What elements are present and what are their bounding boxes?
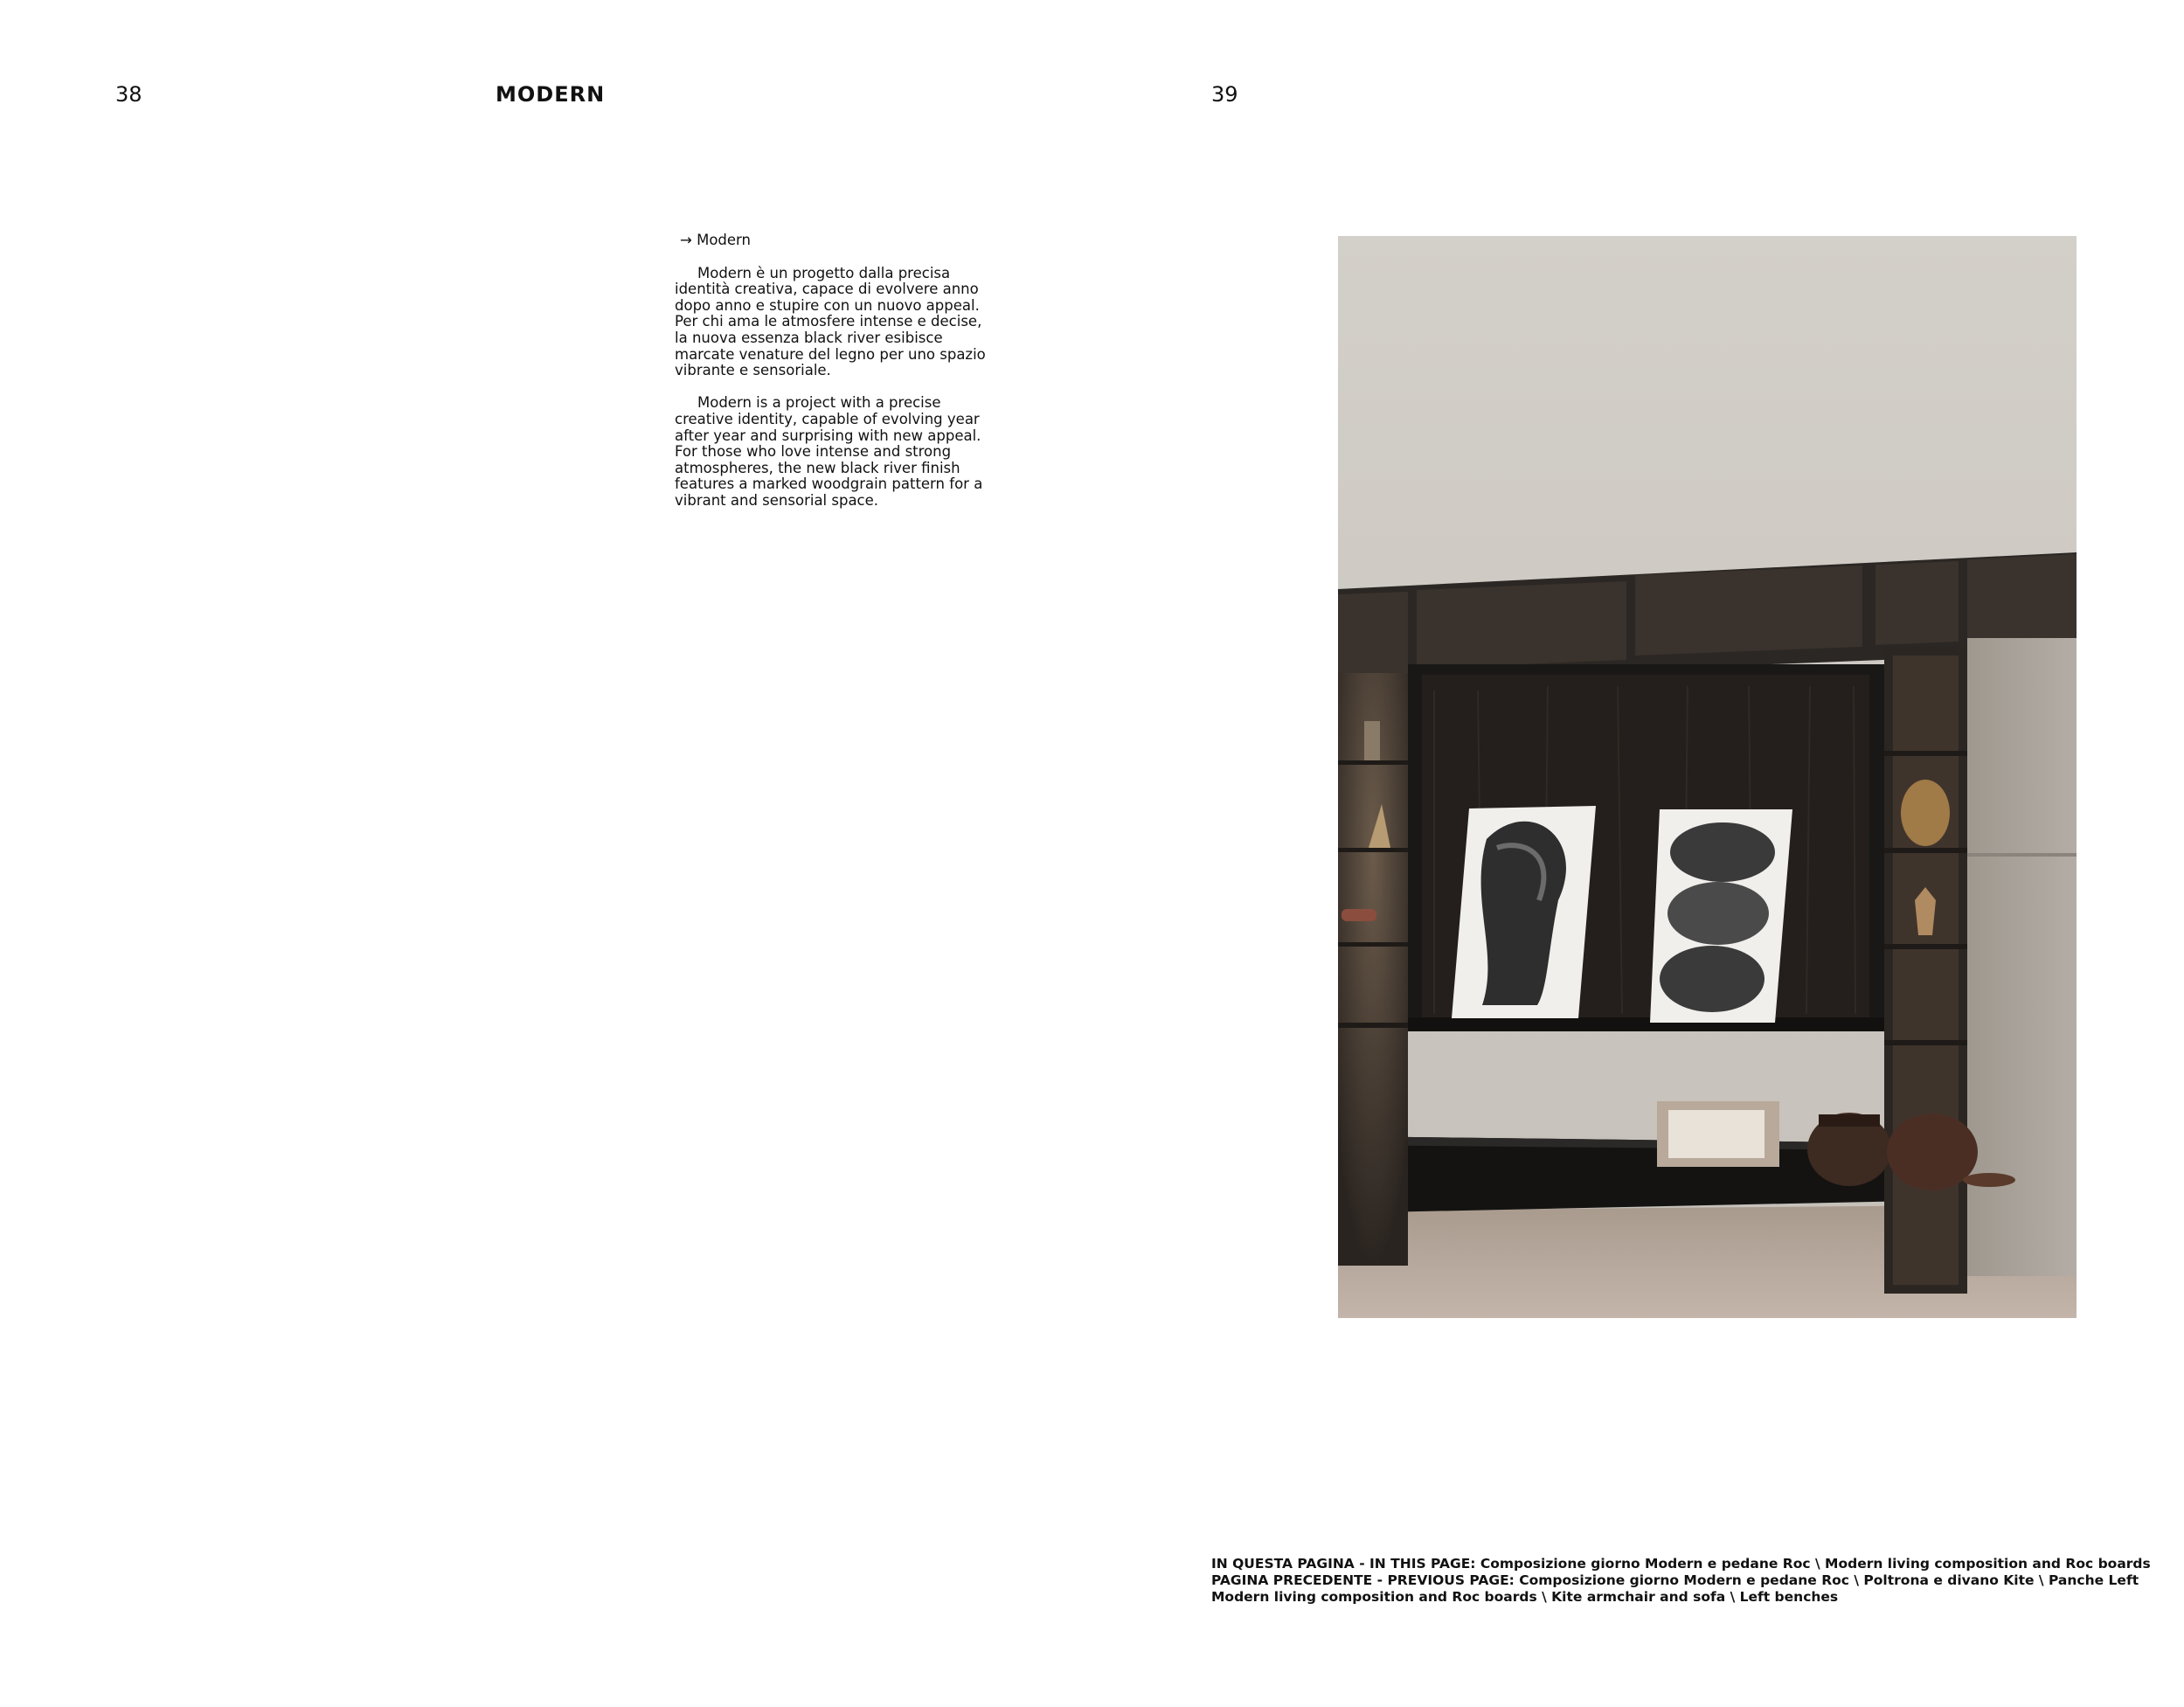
intro-paragraph-english: Modern is a project with a precise creative identity, capable of evolving year after year and surprising with new appeal. For those who love intense and strong atmospheres, the new black river finish features a marked woodgrain pattern for a vibrant and sensorial space. bbox=[675, 394, 983, 509]
arrow-icon: → bbox=[680, 232, 692, 248]
caption-line-2: PAGINA PRECEDENTE - PREVIOUS PAGE: Composizione giorno Modern e pedane Roc \ Poltrona e divano Kite \ Panche Left bbox=[1211, 1572, 2139, 1588]
intro-heading bbox=[680, 232, 989, 249]
section-title: MODERN bbox=[496, 82, 606, 107]
intro-heading-label: Modern bbox=[697, 232, 751, 248]
caption-line-3: Modern living composition and Roc boards \ Kite armchair and sofa \ Left benches bbox=[1211, 1589, 1839, 1605]
wooden-vase bbox=[1901, 780, 1950, 846]
living-composition-photo bbox=[1338, 236, 2077, 1318]
intro-paragraph-italian: Modern è un progetto dalla precisa identità creativa, capace di evolvere anno dopo anno e stupire con un nuovo appeal. Per chi ama le atmosfere intense e decise, la nuova essenza black river esibisce marcate venature del legno per uno spazio vibrante e sensoriale. bbox=[675, 264, 986, 379]
caption-line-1: IN QUESTA PAGINA - IN THIS PAGE: Composizione giorno Modern e pedane Roc \ Modern living composition and Roc boards bbox=[1211, 1556, 2151, 1572]
right-page-number: 39 bbox=[1211, 82, 1238, 107]
intro-text-block bbox=[675, 232, 989, 510]
left-page-number: 38 bbox=[115, 82, 142, 107]
photo-caption bbox=[1211, 1556, 2151, 1606]
